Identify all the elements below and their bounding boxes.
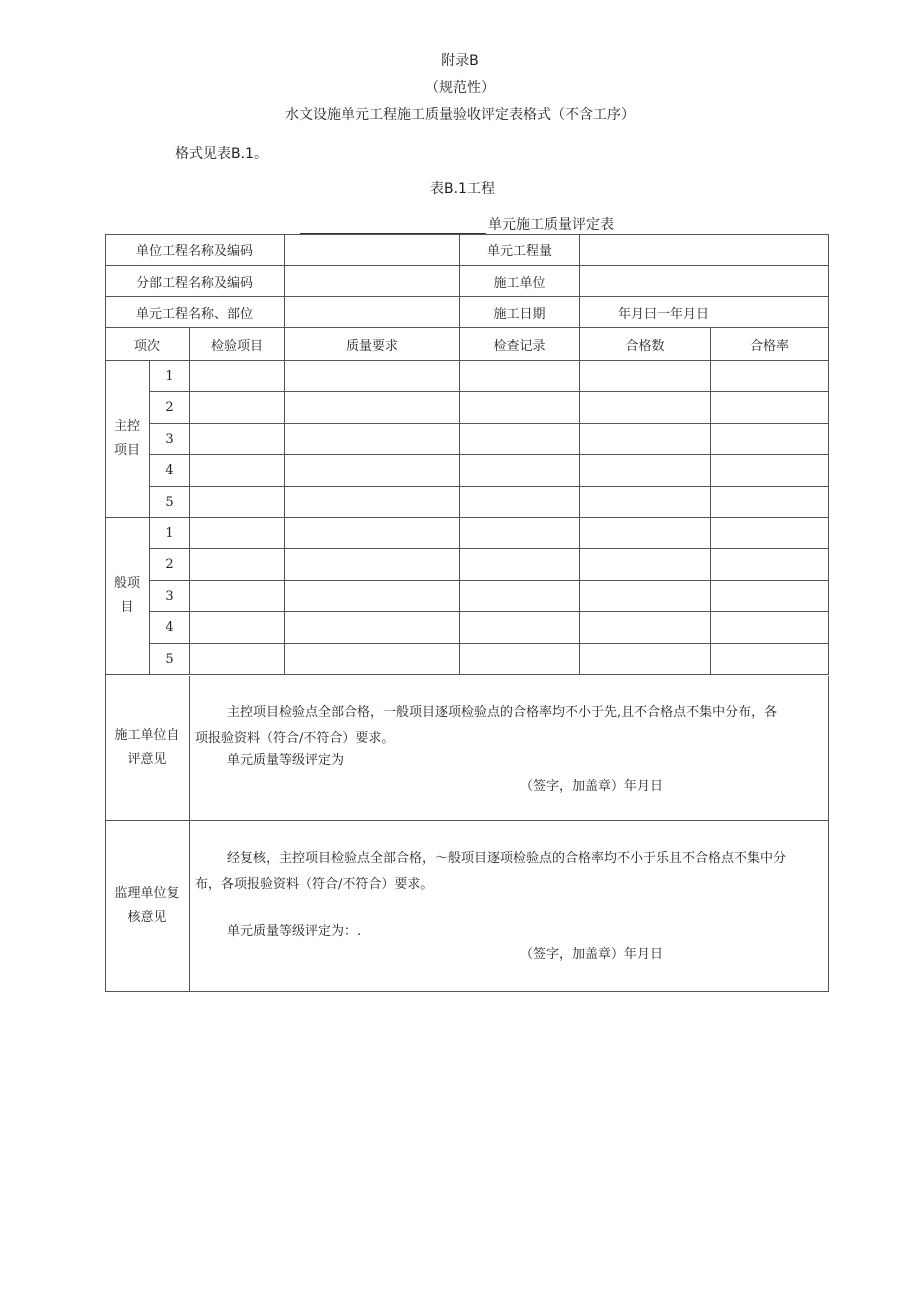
table-cell[interactable] [285,487,460,518]
table-number: 表B.1工程 [430,181,495,197]
supervisor-label [105,821,190,992]
table-cell[interactable] [711,487,829,518]
supervisor-signature: （签字，加盖章）年月日 [520,947,664,962]
general-items-label [105,518,150,675]
table-cell[interactable] [711,581,829,612]
main-control-items-label [105,361,150,518]
column-header: 质量要求 [285,328,460,361]
info-value-2[interactable]: 年月曰一年月日 [580,297,829,328]
table-cell[interactable] [580,455,711,487]
info-label: 分部工程名称及编码 [105,266,285,297]
row-number: 2 [150,392,190,424]
table-cell[interactable] [460,361,580,392]
table-cell[interactable] [711,392,829,424]
table-cell[interactable] [711,361,829,392]
document-title: 水文设施单元工程施工质量验收评定表格式（不含工序） [285,107,635,123]
table-cell[interactable] [580,644,711,675]
supervisor-text-line1: 经复核，主控项目检验点全部合格，～般项目逐项检验点的合格率均不小于乐且不合格点不集中分 [227,851,787,866]
row-number: 4 [150,455,190,487]
table-cell[interactable] [190,549,285,581]
table-cell[interactable] [580,581,711,612]
row-number: 4 [150,612,190,644]
table-cell[interactable] [711,644,829,675]
column-header: 合格数 [580,328,711,361]
table-title-text: 单元施工质量评定表 [488,217,614,233]
info-value[interactable] [285,234,460,266]
table-cell[interactable] [285,518,460,549]
column-header: 检查记录 [460,328,580,361]
contractor-label-line: 评意见 [127,752,167,767]
table-cell[interactable] [285,612,460,644]
contractor-signature: （签字，加盖章）年月日 [520,779,664,794]
table-cell[interactable] [580,518,711,549]
info-label: 单元工程名称、部位 [105,297,285,328]
table-cell[interactable] [460,424,580,455]
table-cell[interactable] [711,518,829,549]
normative-label: （规范性） [425,80,495,96]
table-cell[interactable] [580,392,711,424]
group-label-line: 主控 [113,419,140,434]
table-cell[interactable] [460,612,580,644]
table-cell[interactable] [190,455,285,487]
table-title [300,214,614,234]
row-number: 5 [150,487,190,518]
table-cell[interactable] [190,487,285,518]
row-number: 1 [150,361,190,392]
table-cell[interactable] [190,424,285,455]
column-header: 检验项目 [190,328,285,361]
table-cell[interactable] [460,581,580,612]
table-cell[interactable] [460,518,580,549]
unit-name-blank[interactable] [300,217,486,234]
info-label-2: 施工日期 [460,297,580,328]
table-cell[interactable] [190,644,285,675]
info-value[interactable] [285,266,460,297]
table-cell[interactable] [285,549,460,581]
supervisor-text-line2: 布，各项报验资料（符合/不符合）要求。 [195,877,434,892]
column-header-index: 项次 [105,328,190,361]
table-cell[interactable] [190,361,285,392]
table-cell[interactable] [190,518,285,549]
table-cell[interactable] [285,644,460,675]
info-label-2: 施工单位 [460,266,580,297]
table-cell[interactable] [711,424,829,455]
table-cell[interactable] [460,549,580,581]
table-cell[interactable] [580,487,711,518]
group-label-line: 目 [120,600,134,615]
table-cell[interactable] [460,392,580,424]
group-label-line: 项目 [113,443,140,458]
row-number: 5 [150,644,190,675]
column-header: 合格率 [711,328,829,361]
contractor-text-line1: 主控项目检验点全部合格，一般项目逐项检验点的合格率均不小于先,且不合格点不集中分布，各 [227,705,778,720]
row-number: 1 [150,518,190,549]
contractor-text-line2: 项报验资料（符合/不符合）要求。 [195,731,395,746]
table-cell[interactable] [190,612,285,644]
table-cell[interactable] [285,361,460,392]
table-cell[interactable] [580,424,711,455]
group-label-line: 般项 [113,576,140,591]
table-cell[interactable] [460,455,580,487]
table-cell[interactable] [285,424,460,455]
info-label-2: 单元工程量 [460,234,580,266]
row-number: 3 [150,581,190,612]
table-cell[interactable] [285,455,460,487]
table-cell[interactable] [580,612,711,644]
table-cell[interactable] [285,581,460,612]
info-value[interactable] [285,297,460,328]
info-value-2[interactable] [580,234,829,266]
supervisor-label-line: 核意见 [127,910,167,925]
table-cell[interactable] [711,549,829,581]
format-note: 格式见表B.1。 [175,146,268,162]
contractor-opinion-box[interactable] [190,676,829,821]
info-value-2[interactable] [580,266,829,297]
table-cell[interactable] [285,392,460,424]
table-cell[interactable] [460,487,580,518]
table-cell[interactable] [460,644,580,675]
table-cell[interactable] [190,581,285,612]
supervisor-label-line: 监理单位复 [114,886,180,901]
supervisor-grade: 单元质量等级评定为：. [227,924,362,939]
supervisor-opinion-box[interactable] [190,821,829,992]
table-cell[interactable] [711,455,829,487]
appendix-label: 附录B [441,53,479,69]
contractor-grade: 单元质量等级评定为 [227,753,345,768]
table-cell[interactable] [580,361,711,392]
table-cell[interactable] [580,549,711,581]
info-label: 单位工程名称及编码 [105,234,285,266]
table-cell[interactable] [711,612,829,644]
contractor-label-line: 施工单位自 [114,728,180,743]
row-number: 3 [150,424,190,455]
row-number: 2 [150,549,190,581]
table-cell[interactable] [190,392,285,424]
contractor-label [105,676,190,821]
